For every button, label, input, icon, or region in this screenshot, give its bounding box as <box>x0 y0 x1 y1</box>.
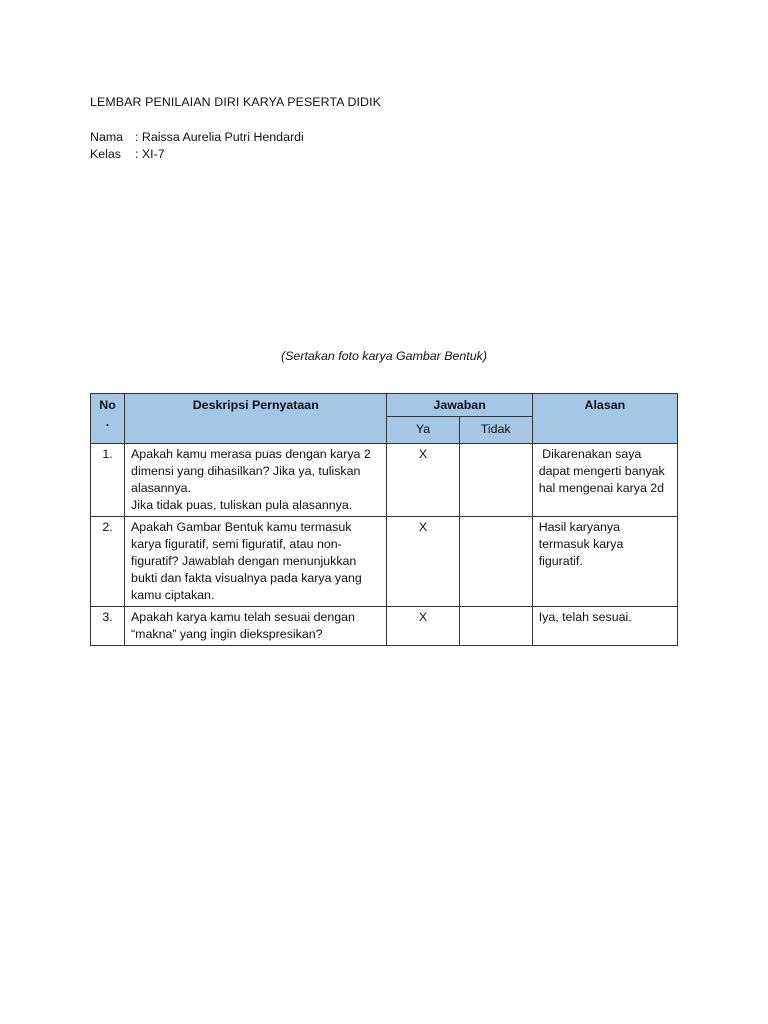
row-2-deskripsi-line: bukti dan fakta visualnya pada karya yang <box>131 571 362 585</box>
row-3-deskripsi-line: Apakah karya kamu telah sesuai dengan <box>131 610 355 624</box>
row-3-deskripsi <box>125 607 387 646</box>
row-3-alasan <box>532 607 677 646</box>
row-2-deskripsi-line: Apakah Gambar Bentuk kamu termasuk <box>131 520 352 534</box>
header-alasan: Alasan <box>532 394 677 444</box>
row-1-deskripsi-line: alasannya. <box>131 481 191 495</box>
row-1-alasan <box>532 444 677 517</box>
row-1-ya: X <box>387 444 459 517</box>
row-2-alasan-line: termasuk karya <box>538 537 624 551</box>
name-field-row <box>90 130 304 144</box>
header-jawaban: Jawaban <box>387 394 532 417</box>
row-3-no: 3. <box>91 607 125 646</box>
row-2-alasan-line: Hasil karyanya <box>538 520 620 534</box>
header-tidak: Tidak <box>459 417 532 444</box>
table-row-2 <box>91 517 678 607</box>
row-3-tidak <box>459 607 532 646</box>
table-row-1 <box>91 444 678 517</box>
table-header-row <box>91 394 678 417</box>
header-deskripsi: Deskripsi Pernyataan <box>125 394 387 444</box>
row-2-deskripsi-line: figuratif? Jawablah dengan menunjukkan <box>131 554 357 568</box>
row-2-ya: X <box>387 517 459 607</box>
class-label: Kelas <box>90 147 121 161</box>
row-1-tidak <box>459 444 532 517</box>
row-2-alasan <box>532 517 677 607</box>
row-1-deskripsi <box>125 444 387 517</box>
name-value: : Raissa Aurelia Putri Hendardi <box>135 130 304 144</box>
header-no-line2: . <box>105 415 110 429</box>
header-ya: Ya <box>387 417 459 444</box>
row-2-alasan-line: figuratif. <box>538 554 583 568</box>
row-1-deskripsi-line: dimensi yang dihasilkan? Jika ya, tuliskan <box>131 464 361 478</box>
assessment-table <box>90 393 678 646</box>
row-1-no: 1. <box>91 444 125 517</box>
photo-caption: (Sertakan foto karya Gambar Bentuk) <box>281 349 487 363</box>
row-3-deskripsi-line: “makna” yang ingin diekspresikan? <box>131 627 323 641</box>
row-1-deskripsi-line: Apakah kamu merasa puas dengan karya 2 <box>131 447 371 461</box>
class-value: : XI-7 <box>135 147 165 161</box>
class-field-row <box>90 147 165 161</box>
header-no <box>91 394 125 444</box>
row-1-deskripsi-line: Jika tidak puas, tuliskan pula alasannya. <box>131 498 353 512</box>
row-2-deskripsi-line: kamu ciptakan. <box>131 588 215 602</box>
name-label: Nama <box>90 130 124 144</box>
row-2-deskripsi <box>125 517 387 607</box>
header-no-line1: No <box>99 398 116 412</box>
row-3-ya: X <box>387 607 459 646</box>
document-title: LEMBAR PENILAIAN DIRI KARYA PESERTA DIDIK <box>90 95 382 109</box>
row-2-no: 2. <box>91 517 125 607</box>
row-1-alasan-line: dapat mengerti banyak <box>538 464 665 478</box>
row-2-tidak <box>459 517 532 607</box>
row-2-deskripsi-line: karya figuratif, semi figuratif, atau non- <box>131 537 342 551</box>
row-1-alasan-line: hal mengenai karya 2d <box>538 481 665 495</box>
table-row-3 <box>91 607 678 646</box>
row-3-alasan-line: Iya, telah sesuai. <box>538 610 632 624</box>
row-1-alasan-line: Dikarenakan saya <box>538 447 642 461</box>
